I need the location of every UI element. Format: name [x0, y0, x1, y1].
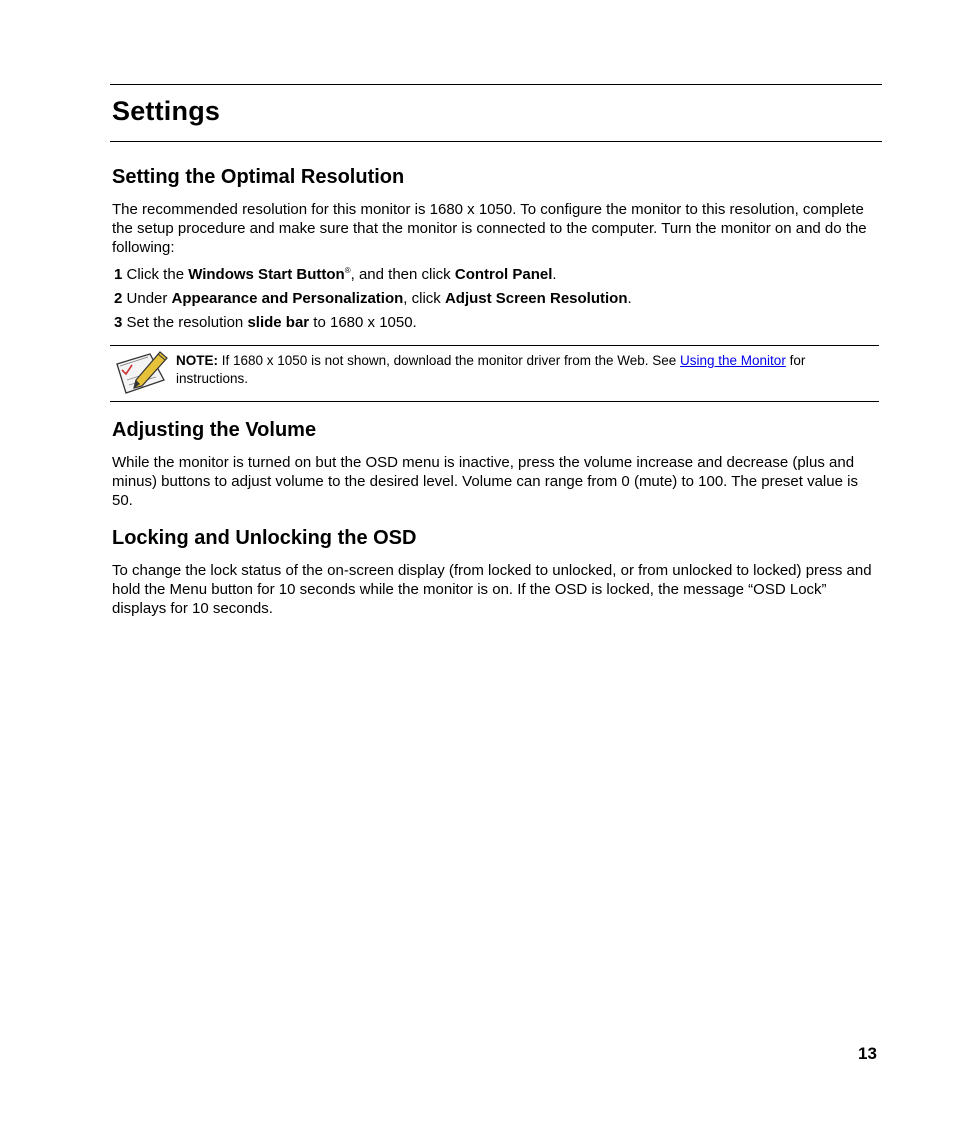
- step-number: 2: [114, 290, 123, 307]
- note-pencil-icon: [114, 350, 170, 396]
- step-1: 1 Click the Windows Start Button®, and then click Control Panel.: [114, 266, 557, 283]
- heading-adjusting-volume: Adjusting the Volume: [112, 419, 317, 441]
- using-the-monitor-link[interactable]: Using the Monitor: [680, 353, 786, 368]
- heading-locking-osd: Locking and Unlocking the OSD: [112, 527, 417, 549]
- page-title: Settings: [112, 96, 221, 126]
- step-3: 3 Set the resolution slide bar to 1680 x 1050.: [114, 314, 417, 331]
- note-label: NOTE:: [176, 353, 218, 368]
- step-number: 1: [114, 266, 123, 283]
- title-rule: [110, 141, 882, 142]
- resolution-intro: The recommended resolution for this monitor is 1680 x 1050. To configure the monitor to this resolution, complete the setup procedure and make sure that the monitor is connected to the computer. Turn the monitor on and do the following:: [112, 201, 867, 256]
- step-2: 2 Under Appearance and Personalization, click Adjust Screen Resolution.: [114, 290, 632, 307]
- step-number: 3: [114, 314, 123, 331]
- page-number: 13: [858, 1044, 877, 1063]
- osd-text: To change the lock status of the on-screen display (from locked to unlocked, or from unlocked to locked) press and hold the Menu button for 10 seconds while the monitor is on. If the OSD is locked, the message “OSD Lock” displays for 10 seconds.: [112, 562, 872, 617]
- heading-optimal-resolution: Setting the Optimal Resolution: [112, 166, 405, 188]
- top-rule: [110, 84, 882, 85]
- note-box: [110, 345, 879, 402]
- note-text: NOTE: If 1680 x 1050 is not shown, download the monitor driver from the Web. See Using the Monitor for instructions.: [176, 353, 806, 386]
- volume-text: While the monitor is turned on but the OSD menu is inactive, press the volume increase and decrease (plus and minus) buttons to adjust volume to the desired level. Volume can range from 0 (mute) to 100. The preset value is 50.: [112, 454, 858, 509]
